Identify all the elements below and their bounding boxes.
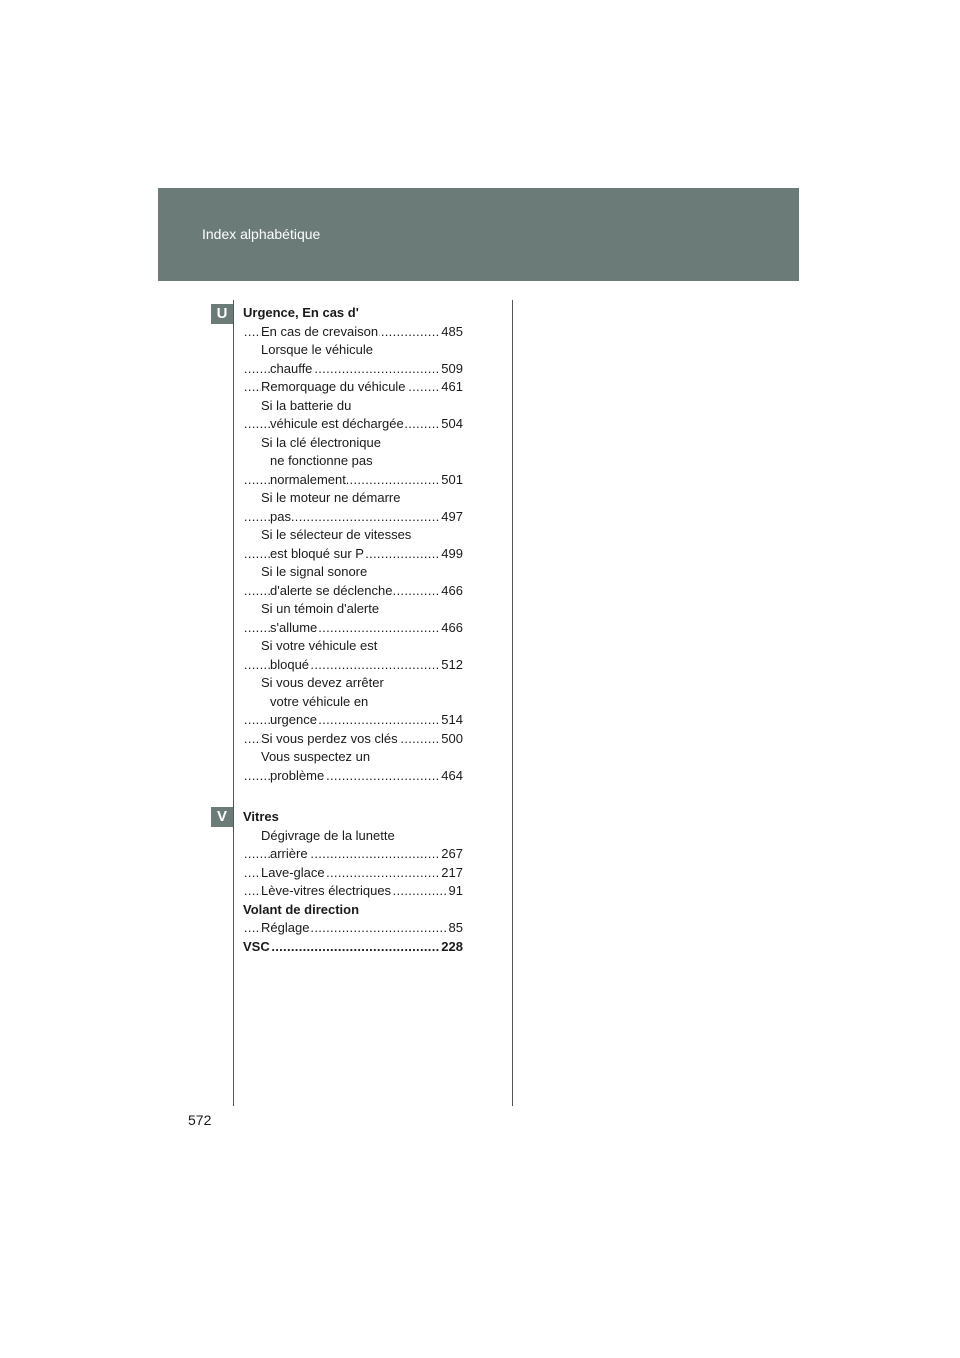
- page-ref: 485: [440, 323, 463, 342]
- index-entry-line: Vous suspectez un: [261, 749, 371, 764]
- index-entry[interactable]: En cas de crevaison 485 .....: [243, 323, 463, 342]
- index-entry[interactable]: normalement 501 .....: [243, 471, 463, 490]
- page-ref: 85: [448, 919, 463, 938]
- page-ref: 499: [440, 545, 463, 564]
- index-entry[interactable]: Lave-glace 217 .....: [243, 864, 463, 883]
- index-entry[interactable]: véhicule est déchargée 504 .....: [243, 415, 463, 434]
- index-entry[interactable]: pas 497 .....: [243, 508, 463, 527]
- index-entry[interactable]: est bloqué sur P 499 .....: [243, 545, 463, 564]
- page-ref: 464: [440, 767, 463, 786]
- page-ref: 217: [440, 864, 463, 883]
- index-entry[interactable]: bloqué 512 .....: [243, 656, 463, 675]
- page-ref: 228: [440, 938, 463, 957]
- index-heading-urgence: Urgence, En cas d': [243, 305, 359, 320]
- left-rule: [233, 300, 234, 1106]
- index-entry-line: votre véhicule en: [270, 693, 369, 709]
- index-entry[interactable]: problème 464 .....: [243, 767, 463, 786]
- page-ref: 497: [440, 508, 463, 527]
- index-entry[interactable]: chauffe 509 .....: [243, 360, 463, 379]
- index-entry-line: Si la batterie du: [261, 397, 352, 413]
- index-entry-line: Lorsque le véhicule: [261, 342, 374, 357]
- index-entry-line: Si vous devez arrêter: [261, 675, 384, 690]
- index-entry-line: Si votre véhicule est: [261, 638, 378, 653]
- page-number: 572: [188, 1112, 212, 1128]
- page-ref: 509: [440, 360, 463, 379]
- index-entry[interactable]: Lève-vitres électriques 91 .....: [243, 882, 463, 901]
- page-ref: 461: [440, 378, 463, 397]
- index-heading-vsc[interactable]: VSC 228 .....: [243, 938, 463, 957]
- page-ref: 466: [440, 582, 463, 601]
- section-tab-v: V: [211, 807, 233, 827]
- section-tab-u: U: [211, 304, 233, 324]
- index-entry-line: Si le signal sonore: [261, 564, 368, 579]
- index-heading-volant: Volant de direction: [243, 901, 360, 917]
- page-ref: 512: [440, 656, 463, 675]
- index-heading-vitres: Vitres: [243, 809, 279, 824]
- index-entry-line: Si un témoin d'alerte: [261, 601, 380, 616]
- page-ref: 514: [440, 711, 463, 730]
- index-entry-line: Si le moteur ne démarre: [261, 490, 401, 505]
- index-entry-line: Dégivrage de la lunette: [261, 827, 395, 843]
- page-header-title: Index alphabétique: [202, 226, 321, 242]
- index-entry[interactable]: d'alerte se déclenche 466 .....: [243, 582, 463, 601]
- index-entry-line: ne fonctionne pas: [270, 453, 373, 468]
- page-ref: 466: [440, 619, 463, 638]
- index-entry[interactable]: urgence 514 .....: [243, 711, 463, 730]
- page-ref: 501: [440, 471, 463, 490]
- column-divider: [512, 300, 513, 1106]
- index-entry[interactable]: Si vous perdez vos clés 500 .....: [243, 730, 463, 749]
- page-ref: 267: [440, 845, 463, 864]
- index-entry-line: Si le sélecteur de vitesses: [261, 527, 412, 542]
- page-ref: 91: [448, 882, 463, 901]
- page-ref: 500: [440, 730, 463, 749]
- index-entry[interactable]: Remorquage du véhicule 461 .....: [243, 378, 463, 397]
- section-gap: [243, 785, 463, 808]
- index-entry-line: Si la clé électronique: [261, 434, 381, 450]
- index-entry[interactable]: Réglage 85 .....: [243, 919, 463, 938]
- index-entry[interactable]: s'allume 466 .....: [243, 619, 463, 638]
- page-ref: 504: [440, 415, 463, 434]
- index-entry[interactable]: arrière 267 .....: [243, 845, 463, 864]
- index-column: [243, 304, 463, 956]
